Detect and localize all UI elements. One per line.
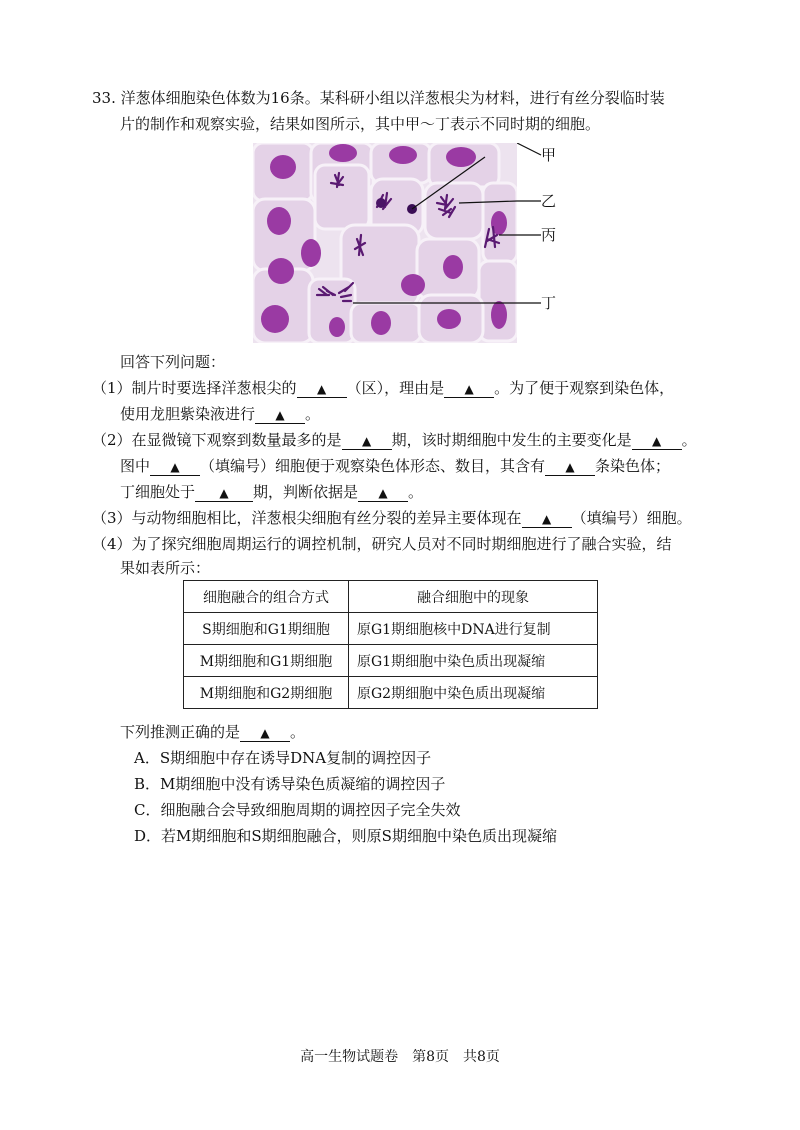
q2-text-i: 。 [408,483,424,501]
label-yi: 乙 [541,192,557,210]
answer-blank[interactable]: ▲ [195,485,253,502]
q4-ask-text: 下列推测正确的是 [120,723,241,741]
microscope-figure [253,143,517,343]
table-header-row [184,581,598,613]
option-a[interactable]: A．S期细胞中存在诱导DNA复制的调控因子 [134,749,432,767]
q2-text-c: 。 [681,431,697,449]
answer-blank[interactable]: ▲ [358,485,408,502]
answer-blank[interactable]: ▲ [545,459,595,476]
table-row [184,613,598,645]
q2-line1 [92,430,697,450]
answer-blank[interactable]: ▲ [240,725,290,742]
table-cell: 原G2期细胞中染色质出现凝缩 [349,677,598,709]
q1-text-d: 使用龙胆紫染液进行 [120,405,256,423]
q2-number: （2） [92,431,132,449]
q2-text-d: 图中 [120,457,151,475]
q2-line3 [120,482,423,502]
q1-text-e: 。 [305,405,321,423]
q3-number: （3） [92,509,132,527]
q4-line1 [92,534,672,554]
q1-text-b: （区），理由是 [346,379,445,397]
table-cell: 原G1期细胞核中DNA进行复制 [349,613,598,645]
q1-number: （1） [92,379,132,397]
table-cell: 原G1期细胞中染色质出现凝缩 [349,645,598,677]
q1-text-a: 制片时要选择洋葱根尖的 [131,379,297,397]
question-stem-text-1: 洋葱体细胞染色体数为16条。某科研小组以洋葱根尖为材料，进行有丝分裂临时装 [120,89,665,107]
label-bing: 丙 [541,226,557,244]
table-header: 细胞融合的组合方式 [184,581,349,613]
q2-text-a: 在显微镜下观察到数量最多的是 [131,431,342,449]
table-row [184,645,598,677]
question-stem-line2: 片的制作和观察实验，结果如图所示，其中甲～丁表示不同时期的细胞。 [120,115,601,133]
q2-text-e: （填编号）细胞便于观察染色体形态、数目，其含有 [200,457,546,475]
question-number: 33. [92,89,116,107]
q4-ask-end: 。 [290,723,306,741]
option-c[interactable]: C．细胞融合会导致细胞周期的调控因子完全失效 [134,801,461,819]
q2-text-f: 条染色体； [595,457,671,475]
label-ding: 丁 [541,294,557,312]
onion-root-tip-cells-image [253,143,517,343]
answer-blank[interactable]: ▲ [150,459,200,476]
q2-line2 [120,456,670,476]
table-cell: M期细胞和G2期细胞 [184,677,349,709]
q1-line1 [92,378,674,398]
label-jia: 甲 [541,146,557,164]
q1-text-c: 。为了便于观察到染色体， [494,379,675,397]
q4-number: （4） [92,535,132,553]
q3-text-b: （填编号）细胞。 [571,509,692,527]
option-d[interactable]: D．若M期细胞和S期细胞融合，则原S期细胞中染色质出现凝缩 [134,827,557,845]
answer-blank[interactable]: ▲ [632,433,682,450]
option-b[interactable]: B．M期细胞中没有诱导染色质凝缩的调控因子 [134,775,446,793]
cell-fusion-table [183,580,598,709]
q2-text-h: 期，判断依据是 [253,483,359,501]
answer-blank[interactable]: ▲ [522,511,572,528]
table-header: 融合细胞中的现象 [349,581,598,613]
answer-blank[interactable]: ▲ [297,381,347,398]
q2-text-b: 期，该时期细胞中发生的主要变化是 [391,431,632,449]
answer-blank[interactable]: ▲ [342,433,392,450]
page-footer: 高一生物试题卷 第8页 共8页 [300,1049,500,1065]
q3-line1 [92,508,692,528]
answer-blank[interactable]: ▲ [255,407,305,424]
q4-line2: 果如表所示： [120,559,211,577]
table-cell: M期细胞和G1期细胞 [184,645,349,677]
question-stem-line1 [92,88,665,108]
table-row [184,677,598,709]
q3-text-a: 与动物细胞相比，洋葱根尖细胞有丝分裂的差异主要体现在 [131,509,522,527]
q4-text-a: 为了探究细胞周期运行的调控机制，研究人员对不同时期细胞进行了融合实验，结 [131,535,672,553]
q1-line2 [120,404,320,424]
table-cell: S期细胞和G1期细胞 [184,613,349,645]
q2-text-g: 丁细胞处于 [120,483,196,501]
q4-ask [120,722,305,742]
answer-prompt: 回答下列问题： [120,353,226,371]
answer-blank[interactable]: ▲ [444,381,494,398]
